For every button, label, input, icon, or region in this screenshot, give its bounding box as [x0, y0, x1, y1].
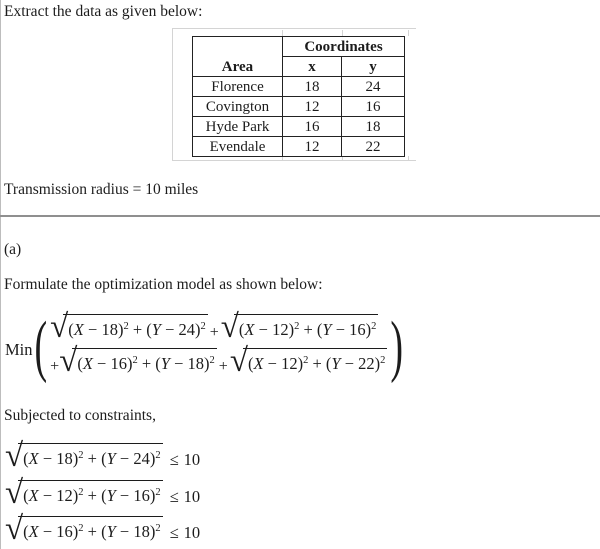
- sqrt-term: [59, 343, 217, 380]
- rhs-value: 10: [183, 450, 201, 469]
- page-left-border: [0, 0, 1, 549]
- rhs-value: 10: [183, 487, 201, 506]
- constraint-2: [5, 475, 201, 512]
- part-label: (a): [4, 241, 22, 258]
- min-label: Min: [5, 339, 33, 359]
- radicand: $(X - 12)^2 + (Y - 16)^2$: [234, 314, 378, 346]
- table-header-row-1: [193, 37, 405, 57]
- sqrt-term: [5, 475, 163, 512]
- coordinates-table: [192, 36, 405, 157]
- y-header-cell: y: [342, 57, 405, 77]
- sqrt-term: [5, 438, 163, 475]
- excel-gridline: [408, 156, 409, 161]
- intro-text: Extract the data as given below:: [4, 3, 203, 20]
- area-cell: Evendale: [193, 137, 283, 157]
- y-cell: 22: [342, 137, 405, 157]
- plus-operator: +: [218, 358, 228, 375]
- sqrt-term: [50, 309, 208, 346]
- y-cell: 24: [342, 77, 405, 97]
- radical-sign: √: [5, 475, 24, 511]
- table-row: [193, 77, 405, 97]
- formulate-text: Formulate the optimization model as shown below:: [4, 276, 323, 293]
- radical-sign: √: [5, 438, 24, 474]
- left-paren: (: [34, 308, 48, 385]
- rhs-value: 10: [183, 523, 201, 542]
- radicand: $(X - 12)^2 + (Y - 22)^2$: [243, 348, 387, 380]
- table-row: [193, 97, 405, 117]
- transmission-text: Transmission radius = 10 miles: [4, 181, 199, 198]
- relation-symbol: ≤: [169, 487, 179, 506]
- subject-text: Subjected to constraints,: [4, 407, 156, 424]
- coordinates-header-cell: Coordinates: [283, 37, 405, 57]
- radical-sign: √: [220, 309, 239, 345]
- excel-gridline: [172, 28, 416, 29]
- objective-function: [5, 308, 404, 385]
- right-paren: ): [390, 308, 404, 385]
- sqrt-term: [220, 309, 379, 346]
- table-row: [193, 137, 405, 157]
- excel-gridline: [172, 160, 416, 161]
- section-divider: [0, 215, 600, 217]
- radicand: $(X - 16)^2 + (Y - 18)^2$: [18, 516, 162, 548]
- excel-gridline: [408, 30, 409, 36]
- x-cell: 16: [283, 117, 342, 137]
- relation-symbol: ≤: [169, 523, 179, 542]
- radicand: $(X - 18)^2 + (Y - 24)^2$: [18, 443, 162, 475]
- area-header-cell: Area: [193, 37, 283, 77]
- x-header-cell: x: [283, 57, 342, 77]
- area-cell: Hyde Park: [193, 117, 283, 137]
- radicand: $(X - 16)^2 + (Y - 18)^2$: [72, 348, 216, 380]
- excel-gridline: [172, 28, 173, 161]
- radical-sign: √: [5, 511, 24, 547]
- area-cell: Florence: [193, 77, 283, 97]
- radicand: $(X - 18)^2 + (Y - 24)^2$: [63, 314, 207, 346]
- objective-line-2: [50, 343, 387, 380]
- y-cell: 18: [342, 117, 405, 137]
- radical-sign: √: [229, 343, 248, 379]
- sqrt-term: [5, 511, 163, 548]
- radicand: $(X - 12)^2 + (Y - 16)^2$: [18, 480, 162, 512]
- x-cell: 12: [283, 137, 342, 157]
- plus-operator: +: [209, 324, 219, 341]
- x-cell: 12: [283, 97, 342, 117]
- sqrt-term: [229, 343, 388, 380]
- table-row: [193, 117, 405, 137]
- constraint-1: [5, 438, 201, 475]
- objective-line-1: [50, 309, 387, 346]
- objective-lines: [50, 309, 387, 380]
- radical-sign: √: [59, 343, 78, 379]
- area-cell: Covington: [193, 97, 283, 117]
- y-cell: 16: [342, 97, 405, 117]
- plus-operator: +: [50, 358, 60, 375]
- radical-sign: √: [50, 309, 69, 345]
- x-cell: 18: [283, 77, 342, 97]
- relation-symbol: ≤: [169, 450, 179, 469]
- constraint-3: [5, 511, 201, 548]
